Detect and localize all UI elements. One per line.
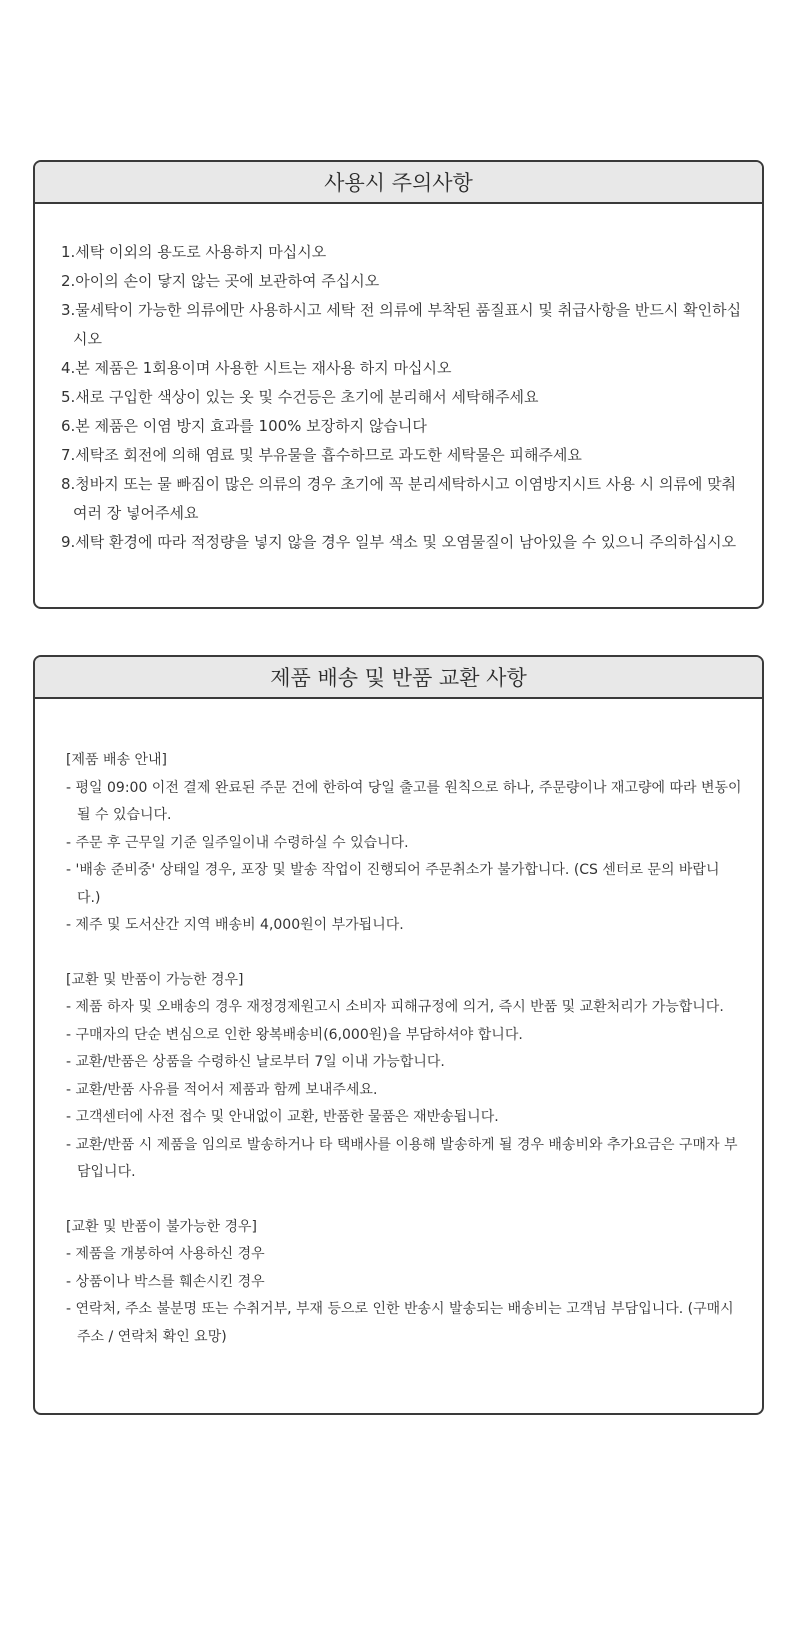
caution-item: 6.본 제품은 이염 방지 효과를 100% 보장하지 않습니다 (61, 417, 427, 435)
section-line: - 교환/반품 시 제품을 임의로 발송하거나 타 택배사를 이용해 발송하게 될 경우 배송비와 추가요금은 구매자 부담입니다. (66, 1136, 738, 1180)
section-line: - 고객센터에 사전 접수 및 안내없이 교환, 반품한 물품은 재반송됩니다. (66, 1109, 499, 1125)
caution-item: 1.세탁 이외의 용도로 사용하지 마십시오 (61, 243, 327, 261)
section-line: - 제품을 개봉하여 사용하신 경우 (66, 1246, 265, 1262)
caution-item: 4.본 제품은 1회용이며 사용한 시트는 재사용 하지 마십시오 (61, 359, 452, 377)
section-line: - 연락처, 주소 불분명 또는 수취거부, 부재 등으로 인한 반송시 발송되는 배송비는 고객님 부담입니다. (구매시 주소 / 연락처 확인 요망) (66, 1301, 734, 1345)
shipping-return-body (35, 699, 762, 1351)
section-line: - 주문 후 근무일 기준 일주일이내 수령하실 수 있습니다. (66, 834, 409, 851)
usage-caution-panel (33, 160, 764, 609)
shipping-guide-section (66, 747, 742, 940)
section-line: - 제주 및 도서산간 지역 배송비 4,000원이 부가됩니다. (66, 917, 404, 933)
shipping-return-panel (33, 655, 764, 1415)
section-heading: [교환 및 반품이 가능한 경우] (66, 971, 244, 988)
caution-item: 7.세탁조 회전에 의해 염료 및 부유물을 흡수하므로 과도한 세탁물은 피해주세요 (61, 446, 582, 464)
section-line: - 제품 하자 및 오배송의 경우 재정경제원고시 소비자 피해규정에 의거, 즉시 반품 및 교환처리가 가능합니다. (66, 999, 724, 1015)
caution-item: 3.물세탁이 가능한 의류에만 사용하시고 세탁 전 의류에 부착된 품질표시 및 취급사항을 반드시 확인하십시오 (61, 301, 742, 348)
section-line: - 상품이나 박스를 훼손시킨 경우 (66, 1273, 265, 1290)
shipping-return-title: 제품 배송 및 반품 교환 사항 (35, 657, 762, 699)
caution-item: 9.세탁 환경에 따라 적정량을 넣지 않을 경우 일부 색소 및 오염물질이 남아있을 수 있으니 주의하십시오 (61, 533, 737, 551)
section-line: - 교환/반품은 상품을 수령하신 날로부터 7일 이내 가능합니다. (66, 1054, 445, 1070)
section-heading: [제품 배송 안내] (66, 752, 167, 768)
return-allowed-section (66, 967, 742, 1187)
section-line: - 평일 09:00 이전 결제 완료된 주문 건에 한하여 당일 출고를 원칙으로 하나, 주문량이나 재고량에 따라 변동이 될 수 있습니다. (66, 779, 742, 823)
section-line: - 구매자의 단순 변심으로 인한 왕복배송비(6,000원)을 부담하셔야 합니다. (66, 1026, 523, 1043)
caution-item: 2.아이의 손이 닿지 않는 곳에 보관하여 주십시오 (61, 272, 380, 290)
caution-item: 8.청바지 또는 물 빠짐이 많은 의류의 경우 초기에 꼭 분리세탁하시고 이염방지시트 사용 시 의류에 맞춰 여러 장 넣어주세요 (61, 475, 737, 522)
section-line: - 교환/반품 사유를 적어서 제품과 함께 보내주세요. (66, 1081, 378, 1098)
caution-item: 5.새로 구입한 색상이 있는 옷 및 수건등은 초기에 분리해서 세탁해주세요 (61, 388, 539, 406)
section-line: - '배송 준비중' 상태일 경우, 포장 및 발송 작업이 진행되어 주문취소가 불가합니다. (CS 센터로 문의 바랍니다.) (66, 862, 720, 906)
section-heading: [교환 및 반품이 불가능한 경우] (66, 1218, 258, 1235)
return-not-allowed-section (66, 1214, 742, 1352)
usage-caution-list (35, 204, 762, 557)
usage-caution-title: 사용시 주의사항 (35, 162, 762, 204)
